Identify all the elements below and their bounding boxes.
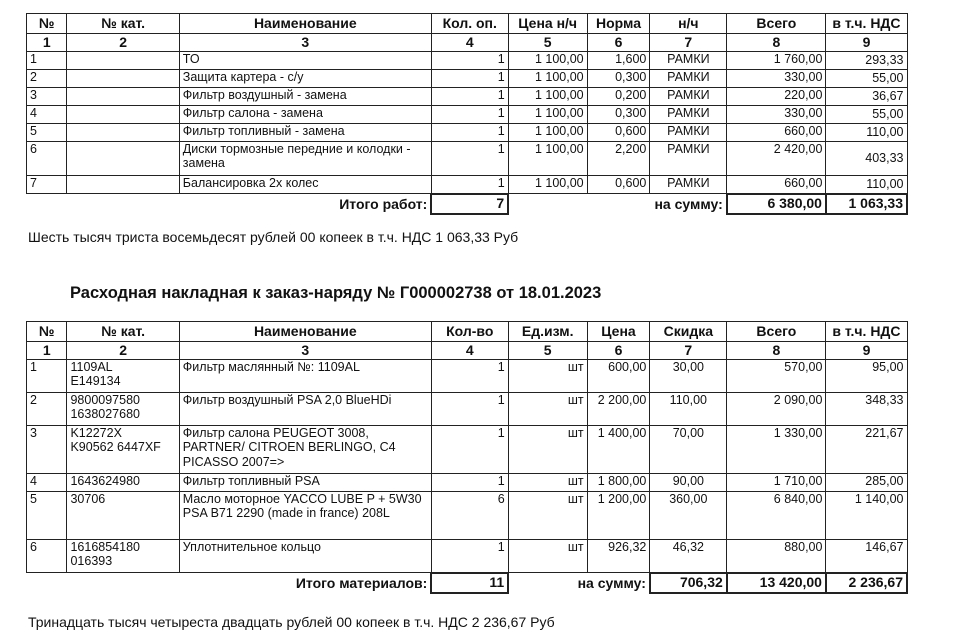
norm-hours: 0,200 [587, 88, 650, 106]
header-cell: Всего [727, 14, 826, 34]
item-name: Фильтр топливный PSA [179, 474, 431, 492]
column-number: 4 [431, 34, 508, 52]
norm-hours: 0,300 [587, 106, 650, 124]
unit: шт [508, 492, 587, 540]
materials-sum-discount: 706,32 [650, 573, 727, 593]
norm-hour-type: РАМКИ [650, 106, 727, 124]
works-sum-in-words: Шесть тысяч триста восемьдесят рублей 00 копеек в т.ч. НДС 1 063,33 Руб [28, 229, 519, 245]
row-total: 660,00 [727, 176, 826, 194]
header-cell: Кол-во [431, 322, 508, 342]
discount: 30,00 [650, 360, 727, 393]
catalog-number: 9800097580 1638027680 [67, 393, 179, 426]
catalog-number: 30706 [67, 492, 179, 540]
price: 926,32 [587, 540, 650, 573]
quantity: 1 [431, 426, 508, 474]
row-number: 3 [27, 426, 67, 474]
operation-count: 1 [431, 70, 508, 88]
item-name: ТО [179, 52, 431, 70]
row-vat: 55,00 [826, 70, 907, 88]
table-row [27, 70, 908, 88]
item-name: Диски тормозные передние и колодки - замена [179, 142, 431, 176]
header-cell: Кол. оп. [431, 14, 508, 34]
column-number: 2 [67, 342, 179, 360]
row-vat: 221,67 [826, 426, 907, 474]
column-number: 4 [431, 342, 508, 360]
header-cell: н/ч [650, 14, 727, 34]
price: 1 400,00 [587, 426, 650, 474]
row-vat: 285,00 [826, 474, 907, 492]
price-per-hour: 1 100,00 [508, 106, 587, 124]
header-cell: № [27, 322, 67, 342]
price: 600,00 [587, 360, 650, 393]
item-name: Фильтр топливный - замена [179, 124, 431, 142]
works-total-row [27, 194, 908, 214]
row-number: 7 [27, 176, 67, 194]
materials-total-row [27, 573, 908, 593]
operation-count: 1 [431, 176, 508, 194]
price-per-hour: 1 100,00 [508, 142, 587, 176]
table-row [27, 124, 908, 142]
materials-total-label: Итого материалов: [295, 574, 428, 591]
quantity: 1 [431, 393, 508, 426]
item-name: Фильтр воздушный PSA 2,0 BlueHDi [179, 393, 431, 426]
norm-hour-type: РАМКИ [650, 70, 727, 88]
header-cell: № кат. [67, 322, 179, 342]
row-number: 4 [27, 474, 67, 492]
table-row [27, 52, 908, 70]
row-number: 5 [27, 492, 67, 540]
unit: шт [508, 426, 587, 474]
row-number: 2 [27, 70, 67, 88]
column-number: 8 [727, 342, 826, 360]
column-number: 6 [587, 342, 650, 360]
row-number: 5 [27, 124, 67, 142]
price-per-hour: 1 100,00 [508, 176, 587, 194]
materials-column-number-row [27, 342, 908, 360]
column-number: 2 [67, 34, 179, 52]
table-row [27, 176, 908, 194]
header-cell: № кат. [67, 14, 179, 34]
header-cell: Скидка [650, 322, 727, 342]
row-vat: 95,00 [826, 360, 907, 393]
discount: 360,00 [650, 492, 727, 540]
item-name: Фильтр маслянный №: 1109AL [179, 360, 431, 393]
catalog-number [67, 70, 179, 88]
row-vat: 110,00 [826, 124, 907, 142]
norm-hour-type: РАМКИ [650, 52, 727, 70]
norm-hours: 0,300 [587, 70, 650, 88]
row-vat: 146,67 [826, 540, 907, 573]
header-cell: Норма [587, 14, 650, 34]
column-number: 9 [826, 342, 907, 360]
column-number: 8 [727, 34, 826, 52]
unit: шт [508, 540, 587, 573]
row-total: 330,00 [727, 70, 826, 88]
header-cell: в т.ч. НДС [826, 322, 907, 342]
row-total: 2 090,00 [727, 393, 826, 426]
materials-table [26, 321, 908, 594]
works-sum-label: на сумму: [654, 195, 723, 212]
column-number: 6 [587, 34, 650, 52]
works-header-row [27, 14, 908, 34]
column-number: 3 [179, 342, 431, 360]
item-name: Фильтр салона PEUGEOT 3008, PARTNER/ CITROEN BERLINGO, C4 PICASSO 2007=> [179, 426, 431, 474]
norm-hour-type: РАМКИ [650, 124, 727, 142]
row-number: 2 [27, 393, 67, 426]
header-cell: в т.ч. НДС [826, 14, 907, 34]
row-number: 3 [27, 88, 67, 106]
price: 1 200,00 [587, 492, 650, 540]
works-column-number-row [27, 34, 908, 52]
materials-sum-label: на сумму: [577, 574, 646, 591]
column-number: 1 [27, 342, 67, 360]
unit: шт [508, 360, 587, 393]
catalog-number [67, 176, 179, 194]
row-vat: 293,33 [826, 52, 907, 70]
row-total: 220,00 [727, 88, 826, 106]
row-number: 1 [27, 360, 67, 393]
works-total-qty: 7 [431, 194, 508, 214]
item-name: Фильтр воздушный - замена [179, 88, 431, 106]
catalog-number: 1616854180 016393 [67, 540, 179, 573]
column-number: 7 [650, 34, 727, 52]
row-total: 570,00 [727, 360, 826, 393]
quantity: 1 [431, 360, 508, 393]
item-name: Балансировка 2х колес [179, 176, 431, 194]
row-vat: 403,33 [826, 142, 907, 176]
row-number: 4 [27, 106, 67, 124]
table-row [27, 474, 908, 492]
row-total: 6 840,00 [727, 492, 826, 540]
item-name: Защита картера - с/у [179, 70, 431, 88]
row-number: 1 [27, 52, 67, 70]
table-row [27, 492, 908, 540]
discount: 70,00 [650, 426, 727, 474]
header-cell: Ед.изм. [508, 322, 587, 342]
materials-sum-vat: 2 236,67 [826, 573, 907, 593]
norm-hours: 1,600 [587, 52, 650, 70]
unit: шт [508, 393, 587, 426]
header-cell: Наименование [179, 322, 431, 342]
column-number: 1 [27, 34, 67, 52]
item-name: Фильтр салона - замена [179, 106, 431, 124]
operation-count: 1 [431, 124, 508, 142]
price-per-hour: 1 100,00 [508, 70, 587, 88]
row-vat: 110,00 [826, 176, 907, 194]
price: 2 200,00 [587, 393, 650, 426]
row-total: 660,00 [727, 124, 826, 142]
table-row [27, 360, 908, 393]
quantity: 6 [431, 492, 508, 540]
unit: шт [508, 474, 587, 492]
row-vat: 348,33 [826, 393, 907, 426]
catalog-number [67, 142, 179, 176]
price-per-hour: 1 100,00 [508, 124, 587, 142]
catalog-number: 1643624980 [67, 474, 179, 492]
header-cell: Всего [727, 322, 826, 342]
operation-count: 1 [431, 142, 508, 176]
column-number: 3 [179, 34, 431, 52]
operation-count: 1 [431, 52, 508, 70]
materials-header-row [27, 322, 908, 342]
catalog-number [67, 106, 179, 124]
norm-hours: 2,200 [587, 142, 650, 176]
row-total: 330,00 [727, 106, 826, 124]
column-number: 7 [650, 342, 727, 360]
catalog-number: K12272X K90562 6447XF [67, 426, 179, 474]
row-vat: 36,67 [826, 88, 907, 106]
item-name: Масло моторное YACCO LUBE P + 5W30 PSA B71 2290 (made in france) 208L [179, 492, 431, 540]
works-sum-total: 6 380,00 [727, 194, 826, 214]
table-row [27, 540, 908, 573]
item-name: Уплотнительное кольцо [179, 540, 431, 573]
table-row [27, 88, 908, 106]
column-number: 5 [508, 342, 587, 360]
norm-hour-type: РАМКИ [650, 176, 727, 194]
header-cell: № [27, 14, 67, 34]
works-total-label: Итого работ: [339, 195, 428, 212]
norm-hours: 0,600 [587, 124, 650, 142]
discount: 110,00 [650, 393, 727, 426]
operation-count: 1 [431, 106, 508, 124]
header-cell: Цена [587, 322, 650, 342]
price-per-hour: 1 100,00 [508, 88, 587, 106]
row-total: 2 420,00 [727, 142, 826, 176]
discount: 90,00 [650, 474, 727, 492]
quantity: 1 [431, 474, 508, 492]
norm-hour-type: РАМКИ [650, 142, 727, 176]
works-table [26, 13, 908, 215]
materials-sum-in-words: Тринадцать тысяч четыреста двадцать рублей 00 копеек в т.ч. НДС 2 236,67 Руб [28, 614, 555, 630]
price-per-hour: 1 100,00 [508, 52, 587, 70]
row-total: 1 710,00 [727, 474, 826, 492]
table-row [27, 142, 908, 176]
row-vat: 1 140,00 [826, 492, 907, 540]
row-number: 6 [27, 540, 67, 573]
materials-total-qty: 11 [431, 573, 508, 593]
row-total: 1 760,00 [727, 52, 826, 70]
catalog-number [67, 124, 179, 142]
row-total: 1 330,00 [727, 426, 826, 474]
row-vat: 55,00 [826, 106, 907, 124]
header-cell: Цена н/ч [508, 14, 587, 34]
header-cell: Наименование [179, 14, 431, 34]
norm-hours: 0,600 [587, 176, 650, 194]
catalog-number: 1109AL E149134 [67, 360, 179, 393]
table-row [27, 426, 908, 474]
row-number: 6 [27, 142, 67, 176]
operation-count: 1 [431, 88, 508, 106]
quantity: 1 [431, 540, 508, 573]
table-row [27, 106, 908, 124]
invoice-heading: Расходная накладная к заказ-наряду № Г000002738 от 18.01.2023 [70, 284, 602, 302]
table-row [27, 393, 908, 426]
works-sum-vat: 1 063,33 [826, 194, 907, 214]
materials-sum-total: 13 420,00 [727, 573, 826, 593]
catalog-number [67, 52, 179, 70]
column-number: 5 [508, 34, 587, 52]
norm-hour-type: РАМКИ [650, 88, 727, 106]
row-total: 880,00 [727, 540, 826, 573]
column-number: 9 [826, 34, 907, 52]
discount: 46,32 [650, 540, 727, 573]
catalog-number [67, 88, 179, 106]
price: 1 800,00 [587, 474, 650, 492]
